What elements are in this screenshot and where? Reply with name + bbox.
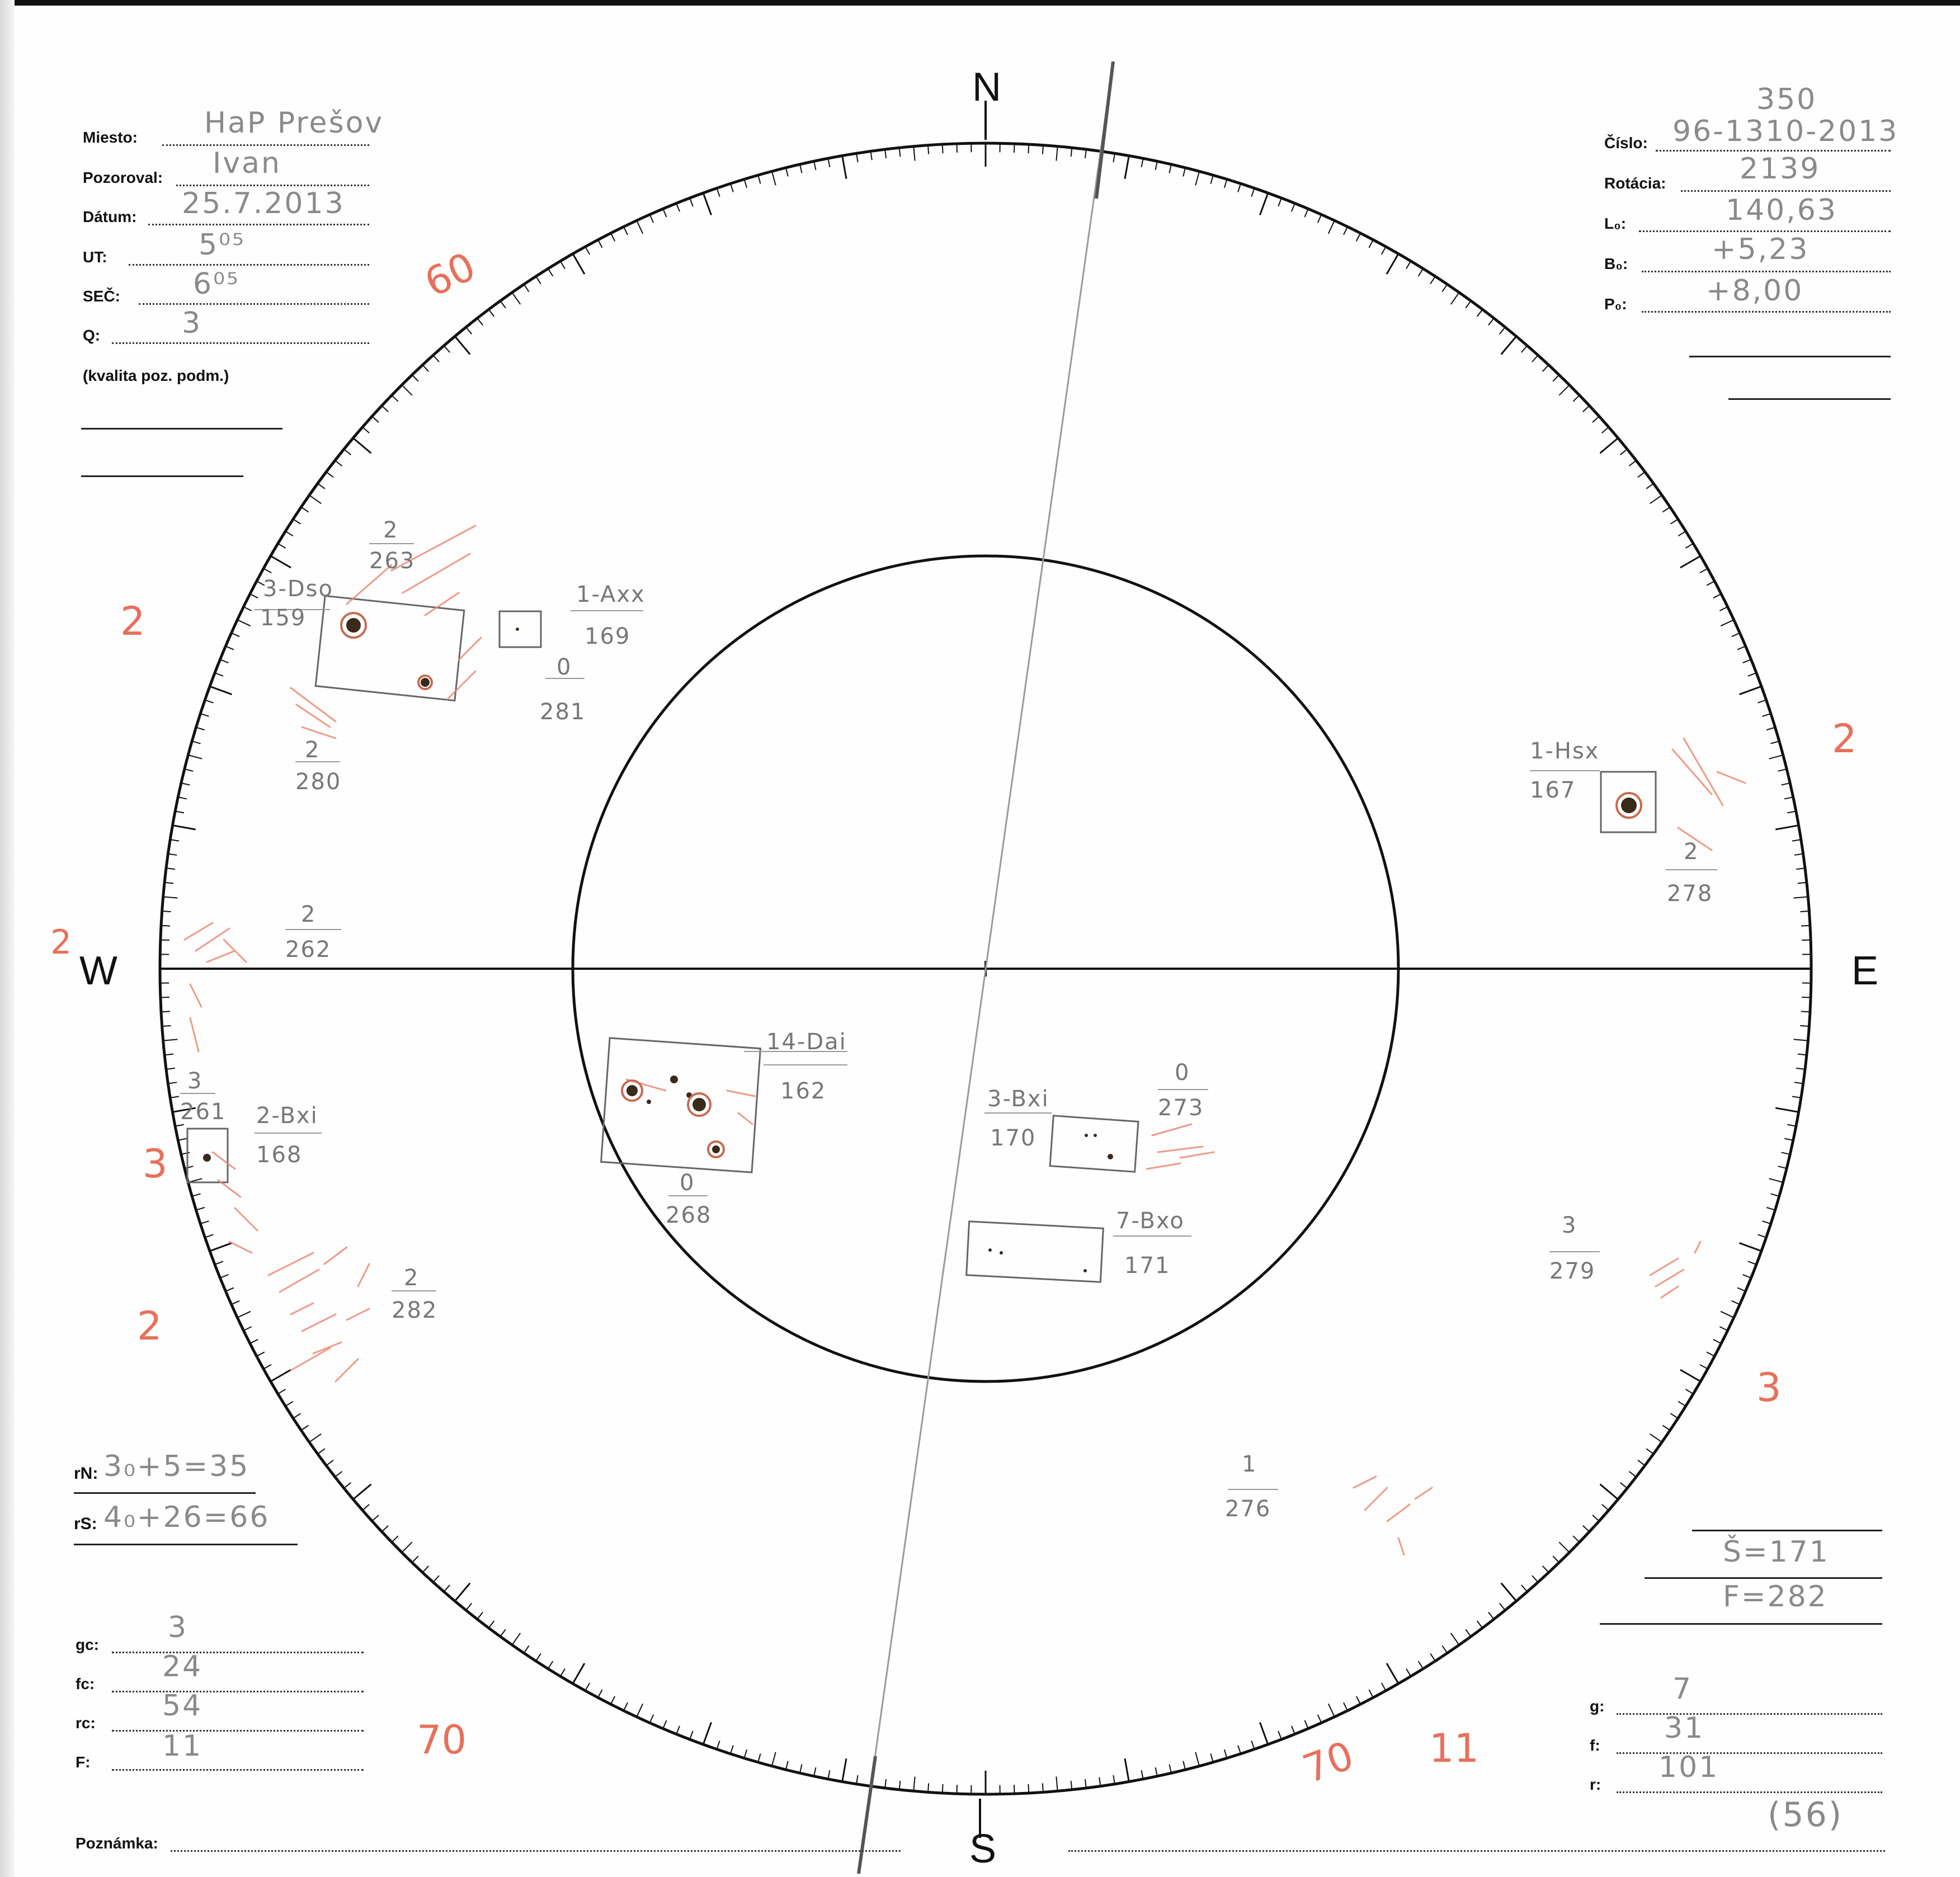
- limb-tick: [237, 620, 251, 626]
- group-number: 168: [256, 1142, 303, 1168]
- limb-tick: [1195, 1752, 1199, 1766]
- group-frac-bot: 261: [180, 1099, 227, 1125]
- group-frac-top: 1: [1242, 1451, 1257, 1477]
- p0-label: P₀:: [1604, 295, 1627, 313]
- group-frac-top: 2: [1684, 839, 1699, 865]
- limb-tick: [842, 155, 846, 178]
- limb-tick: [1600, 1484, 1618, 1499]
- group-class: 3-Dso: [263, 576, 333, 602]
- north-label: N: [972, 65, 1001, 110]
- group-box-171: [967, 1222, 1104, 1282]
- group-frac-top: 2: [305, 737, 321, 763]
- group-class: 3-Bxi: [987, 1086, 1049, 1112]
- limb-tick: [512, 293, 520, 304]
- sunspots: [203, 618, 1637, 1272]
- limb-tick: [703, 1723, 711, 1744]
- limb-tick: [1328, 1704, 1335, 1717]
- r-label: r:: [1590, 1776, 1601, 1793]
- q-value: 3: [182, 306, 202, 340]
- limb-tick: [637, 1704, 643, 1717]
- limb-tick: [237, 1312, 251, 1318]
- limb-tick: [1125, 155, 1129, 178]
- group-frac-top: 2: [301, 902, 317, 927]
- rn-label: rN:: [74, 1464, 98, 1483]
- limb-tick: [573, 1663, 585, 1683]
- limb-tick: [913, 1776, 915, 1791]
- limb-tick: [703, 193, 711, 215]
- group-number: 162: [780, 1078, 827, 1104]
- limb-tick: [1721, 1312, 1734, 1318]
- datum-value: 25.7.2013: [182, 187, 345, 220]
- f-value: 11: [162, 1729, 203, 1763]
- limb-tick: [1775, 826, 1798, 829]
- rc-label: rc:: [76, 1714, 96, 1732]
- group-frac-bot: 273: [1158, 1095, 1204, 1121]
- group-number: 169: [585, 624, 631, 649]
- limb-tick: [1680, 556, 1700, 568]
- limb-tick: [1650, 1434, 1662, 1442]
- group-frac-top: 3: [187, 1068, 203, 1094]
- limb-tick: [1195, 171, 1199, 185]
- group-class: 14-Dai: [766, 1029, 847, 1055]
- rotacia-value: 2139: [1740, 152, 1821, 186]
- rotacia-label: Rotácia:: [1604, 175, 1666, 192]
- group-frac-top: 0: [680, 1170, 695, 1196]
- red-note: 3: [1756, 1365, 1782, 1411]
- limb-tick: [1501, 336, 1516, 354]
- red-note: 2: [50, 923, 72, 962]
- limb-tick: [1559, 1542, 1569, 1552]
- group-box-162: [601, 1038, 761, 1172]
- limb-tick: [402, 385, 412, 395]
- limb-tick: [1260, 193, 1268, 215]
- group-frac-bot: 281: [540, 699, 586, 725]
- f-label-right: f:: [1590, 1737, 1600, 1754]
- group-frac-bot: 282: [392, 1298, 438, 1323]
- red-note: 11: [1429, 1725, 1480, 1771]
- quality-note: (kvalita poz. podm.): [83, 367, 229, 384]
- poznamka-label: Poznámka:: [76, 1834, 158, 1852]
- limb-tick: [271, 556, 291, 568]
- axis-south-segment: [859, 1756, 875, 1874]
- q-label: Q:: [83, 327, 101, 344]
- east-label: E: [1851, 949, 1879, 993]
- l0-label: L₀:: [1604, 215, 1627, 232]
- limb-tick: [1328, 220, 1335, 234]
- sunspot-penumbrae: [341, 613, 1641, 1157]
- limb-tick: [512, 1633, 520, 1645]
- extra-count: (56): [1768, 1795, 1844, 1834]
- limb-tick: [163, 1039, 178, 1040]
- red-note: 2: [1832, 716, 1857, 762]
- limb-tick: [309, 1434, 321, 1442]
- limb-tick: [637, 220, 643, 234]
- limb-tick: [172, 826, 195, 829]
- group-frac-top: 0: [557, 654, 572, 680]
- limb-tick: [1769, 755, 1783, 759]
- b0-value: +5,23: [1712, 233, 1810, 266]
- cislo-label: Číslo:: [1604, 134, 1648, 152]
- limb-tick: [1387, 254, 1398, 274]
- group-frac-bot: 268: [666, 1202, 712, 1228]
- limb-tick: [1056, 147, 1057, 161]
- pozoroval-label: Pozoroval:: [83, 169, 163, 186]
- limb-tick: [1769, 1178, 1783, 1182]
- miesto-value: HaP Prešov: [204, 106, 384, 140]
- group-frac-bot: 280: [295, 769, 342, 795]
- limb-tick: [1125, 1758, 1129, 1781]
- red-note: 3: [143, 1141, 168, 1187]
- group-frac-bot: 263: [369, 548, 416, 574]
- group-box-169: [500, 611, 541, 647]
- cislo-top-value: 350: [1756, 83, 1817, 116]
- group-frac-top: 0: [1175, 1060, 1190, 1086]
- group-number: 171: [1124, 1253, 1171, 1279]
- b0-label: B₀:: [1604, 255, 1628, 272]
- red-note: 70: [417, 1717, 467, 1763]
- red-note: 2: [137, 1303, 162, 1349]
- limb-tick: [1451, 293, 1459, 304]
- ut-value: 5⁰⁵: [199, 228, 246, 262]
- limb-tick: [1387, 1663, 1398, 1683]
- l0-value: 140,63: [1726, 194, 1838, 227]
- g-label: g:: [1590, 1697, 1605, 1715]
- f-total-value: F=282: [1723, 1580, 1828, 1614]
- gc-label: gc:: [76, 1636, 99, 1653]
- sec-value: 6⁰⁵: [193, 267, 240, 301]
- group-number: 159: [260, 605, 307, 631]
- limb-tick: [1260, 1723, 1268, 1744]
- limb-tick: [188, 755, 202, 759]
- rn-value: 3₀+5=35: [103, 1450, 250, 1483]
- group-frac-top: 3: [1562, 1213, 1577, 1238]
- group-frac-bot: 276: [1225, 1496, 1271, 1522]
- group-frac-bot: 262: [285, 937, 332, 963]
- group-class: 1-Hsx: [1530, 738, 1600, 764]
- p0-value: +8,00: [1706, 274, 1804, 308]
- group-frac-bot: 278: [1667, 881, 1713, 907]
- gc-value: 3: [168, 1611, 189, 1644]
- limb-tick: [455, 336, 470, 354]
- group-frac-bot: 279: [1549, 1258, 1596, 1284]
- limb-tick: [1740, 1243, 1761, 1251]
- g-value: 7: [1672, 1672, 1693, 1706]
- rs-label: rS:: [74, 1515, 97, 1533]
- group-class: 2-Bxi: [256, 1103, 318, 1129]
- limb-tick: [1680, 1370, 1700, 1381]
- limb-tick: [573, 254, 585, 274]
- limb-tick: [210, 1243, 232, 1251]
- fc-label: fc:: [76, 1675, 95, 1692]
- datum-label: Dátum:: [83, 208, 137, 225]
- limb-tick: [772, 1752, 776, 1766]
- f-value-right: 31: [1664, 1711, 1705, 1745]
- rc-value: 54: [162, 1689, 203, 1723]
- limb-tick: [1600, 438, 1618, 453]
- group-box-159: [315, 596, 464, 700]
- limb-tick: [455, 1583, 470, 1601]
- f-label: F:: [76, 1753, 91, 1771]
- limb-tick: [309, 495, 321, 503]
- s-value: Š=171: [1723, 1535, 1830, 1569]
- group-number: 167: [1530, 777, 1576, 803]
- r-value: 101: [1659, 1751, 1719, 1784]
- sec-label: SEČ:: [83, 287, 120, 305]
- rs-value: 4₀+26=66: [103, 1501, 270, 1534]
- group-frac-top: 2: [404, 1265, 420, 1291]
- limb-tick: [913, 147, 915, 161]
- red-note: 70: [1297, 1732, 1360, 1793]
- limb-tick: [1650, 495, 1662, 503]
- limb-tick: [1775, 1108, 1798, 1112]
- limb-tick: [842, 1758, 846, 1781]
- ut-label: UT:: [83, 248, 107, 266]
- miesto-label: Miesto:: [83, 129, 138, 146]
- limb-tick: [271, 1370, 291, 1381]
- limb-tick: [402, 1542, 412, 1552]
- pozoroval-value: Ivan: [213, 147, 281, 180]
- limb-tick: [210, 686, 232, 694]
- group-number: 170: [990, 1125, 1036, 1151]
- red-note: 2: [120, 598, 145, 644]
- limb-tick: [353, 438, 371, 453]
- limb-tick: [353, 1484, 371, 1499]
- limb-tick: [1721, 620, 1734, 626]
- axis-north-segment: [1096, 62, 1113, 199]
- group-frac-top: 2: [383, 517, 399, 543]
- limb-tick: [772, 171, 776, 185]
- limb-tick: [163, 897, 178, 898]
- group-class: 7-Bxo: [1116, 1208, 1185, 1234]
- cislo-value: 96-1310-2013: [1672, 115, 1899, 148]
- south-label: S: [969, 1827, 997, 1871]
- limb-tick: [1451, 1633, 1459, 1645]
- fc-value: 24: [162, 1650, 203, 1683]
- limb-tick: [1501, 1583, 1516, 1601]
- group-class: 1-Axx: [576, 582, 646, 607]
- limb-tick: [1740, 686, 1761, 694]
- limb-tick: [1793, 1039, 1808, 1040]
- group-box-170: [1050, 1116, 1138, 1172]
- limb-tick: [1559, 385, 1569, 395]
- limb-tick: [1056, 1776, 1057, 1791]
- red-note: 60: [417, 243, 483, 306]
- limb-tick: [1793, 897, 1808, 898]
- west-label: W: [79, 949, 117, 993]
